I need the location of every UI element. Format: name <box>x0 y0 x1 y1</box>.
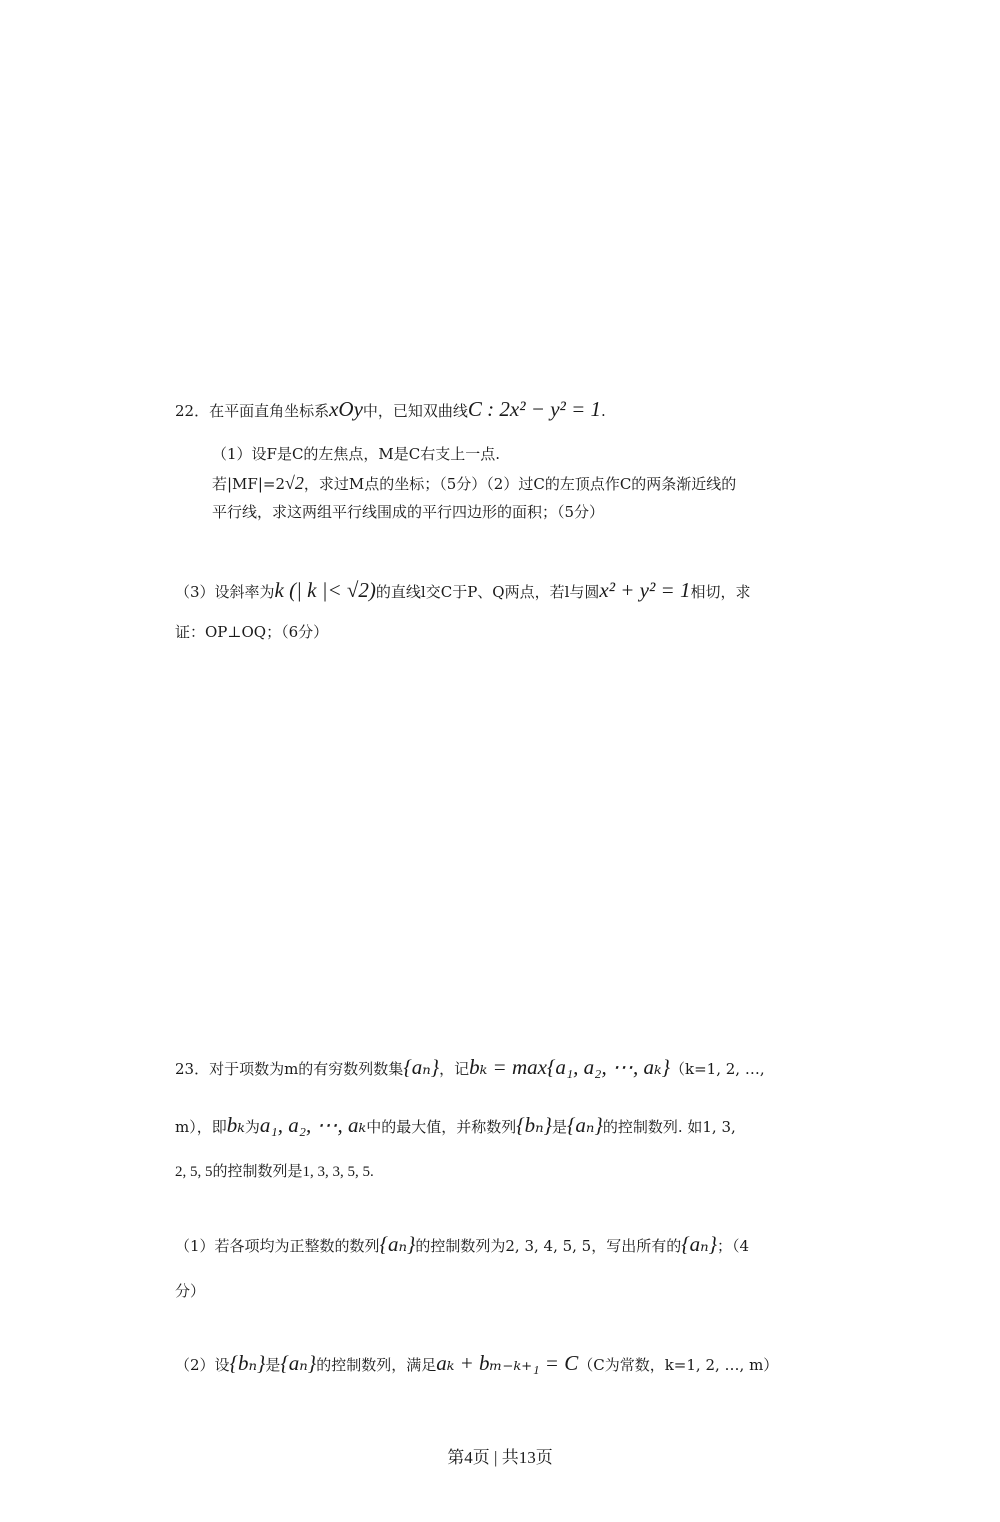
q23-part2-is: 是 <box>265 1356 281 1374</box>
q23-part2-a: {aₙ} <box>280 1351 317 1375</box>
q23-part2-equation: aₖ + bₘ₋ₖ₊₁ = C <box>436 1351 579 1375</box>
q22-part2-line: 平行线，求这两组平行线围成的平行四边形的面积；（5分） <box>212 503 605 521</box>
q23-set-a: {aₙ} <box>403 1055 440 1079</box>
q23-line2-pre: m），即 <box>175 1118 227 1136</box>
q22-intro-line <box>175 394 606 426</box>
q23-part1-end: ；（4 <box>717 1237 750 1255</box>
q23-line2-mid: 中的最大值，并称数列 <box>366 1118 517 1136</box>
q23-line2-for: 为 <box>244 1118 260 1136</box>
q22-part3-line2: 证：OP⊥OQ；（6分） <box>175 623 329 641</box>
q22-part3-mid: 的直线l交C于P、Q两点，若l与圆 <box>375 583 600 601</box>
q22-intro-end: . <box>601 402 606 420</box>
q22-mf-condition: 若|MF|=2 <box>212 475 285 493</box>
q23-part1-line <box>175 1229 749 1261</box>
q23-line2 <box>175 1110 736 1142</box>
q23-seq-a: a₁, a₂, ⋯, aₖ <box>259 1113 367 1137</box>
q23-part1-pre: （1）若各项均为正整数的数列 <box>175 1237 380 1255</box>
q22-sqrt2: √2 <box>285 473 304 493</box>
q23-intro: 23．对于项数为m的有穷数列数集 <box>175 1060 404 1078</box>
q22-part1-rest: ，求过M点的坐标；（5分）（2）过C的左顶点作C的两条渐近线的 <box>303 475 737 493</box>
q23-intro-mid: ，记 <box>439 1060 470 1078</box>
q22-part3-pre: （3）设斜率为 <box>175 583 275 601</box>
q22-intro: 22．在平面直角坐标系 <box>175 402 330 420</box>
q23-part2-b: {bₙ} <box>229 1351 266 1375</box>
q23-part1-set: {aₙ} <box>379 1232 416 1256</box>
q22-part3-post: 相切，求 <box>690 583 751 601</box>
q23-part2-end: （C为常数，k=1, 2, …, m） <box>578 1356 779 1374</box>
page-footer: 第4页 | 共13页 <box>447 1448 553 1467</box>
q23-part1-mid: 的控制数列为2, 3, 4, 5, 5，写出所有的 <box>415 1237 682 1255</box>
q23-part2-mid: 的控制数列，满足 <box>316 1356 437 1374</box>
q23-set-a2: {aₙ} <box>567 1113 603 1137</box>
q23-part1-set2: {aₙ} <box>681 1232 718 1256</box>
q23-bk-definition: bₖ = max{a₁, a₂, ⋯, aₖ} <box>469 1055 671 1079</box>
q22-curve-equation: C : 2x² − y² = 1 <box>467 397 601 421</box>
q22-intro-mid: 中，已知双曲线 <box>362 402 468 420</box>
q22-part1-line1: （1）设F是C的左焦点，M是C右支上一点. <box>212 445 501 463</box>
q23-line2-is: 是 <box>552 1118 568 1136</box>
q23-part2-pre: （2）设 <box>175 1356 230 1374</box>
q22-part3-line1 <box>175 574 750 608</box>
q23-bk: bₖ <box>226 1113 245 1137</box>
q23-part1-line2: 分） <box>175 1282 206 1300</box>
q22-part1-line2 <box>212 471 736 496</box>
q22-coord-system: xOy <box>329 397 363 421</box>
q22-slope-condition: k (| k |< √2) <box>274 578 376 602</box>
q23-intro-line <box>175 1052 765 1084</box>
q23-intro-end: （k=1, 2, …, <box>670 1060 765 1078</box>
q23-part2-line <box>175 1348 778 1380</box>
q23-line3: 2, 5, 5的控制数列是1, 3, 3, 5, 5. <box>175 1164 374 1180</box>
q22-circle-equation: x² + y² = 1 <box>599 578 691 602</box>
q23-set-b: {bₙ} <box>516 1113 553 1137</box>
q23-line2-end: 的控制数列. 如1, 3, <box>602 1118 736 1136</box>
